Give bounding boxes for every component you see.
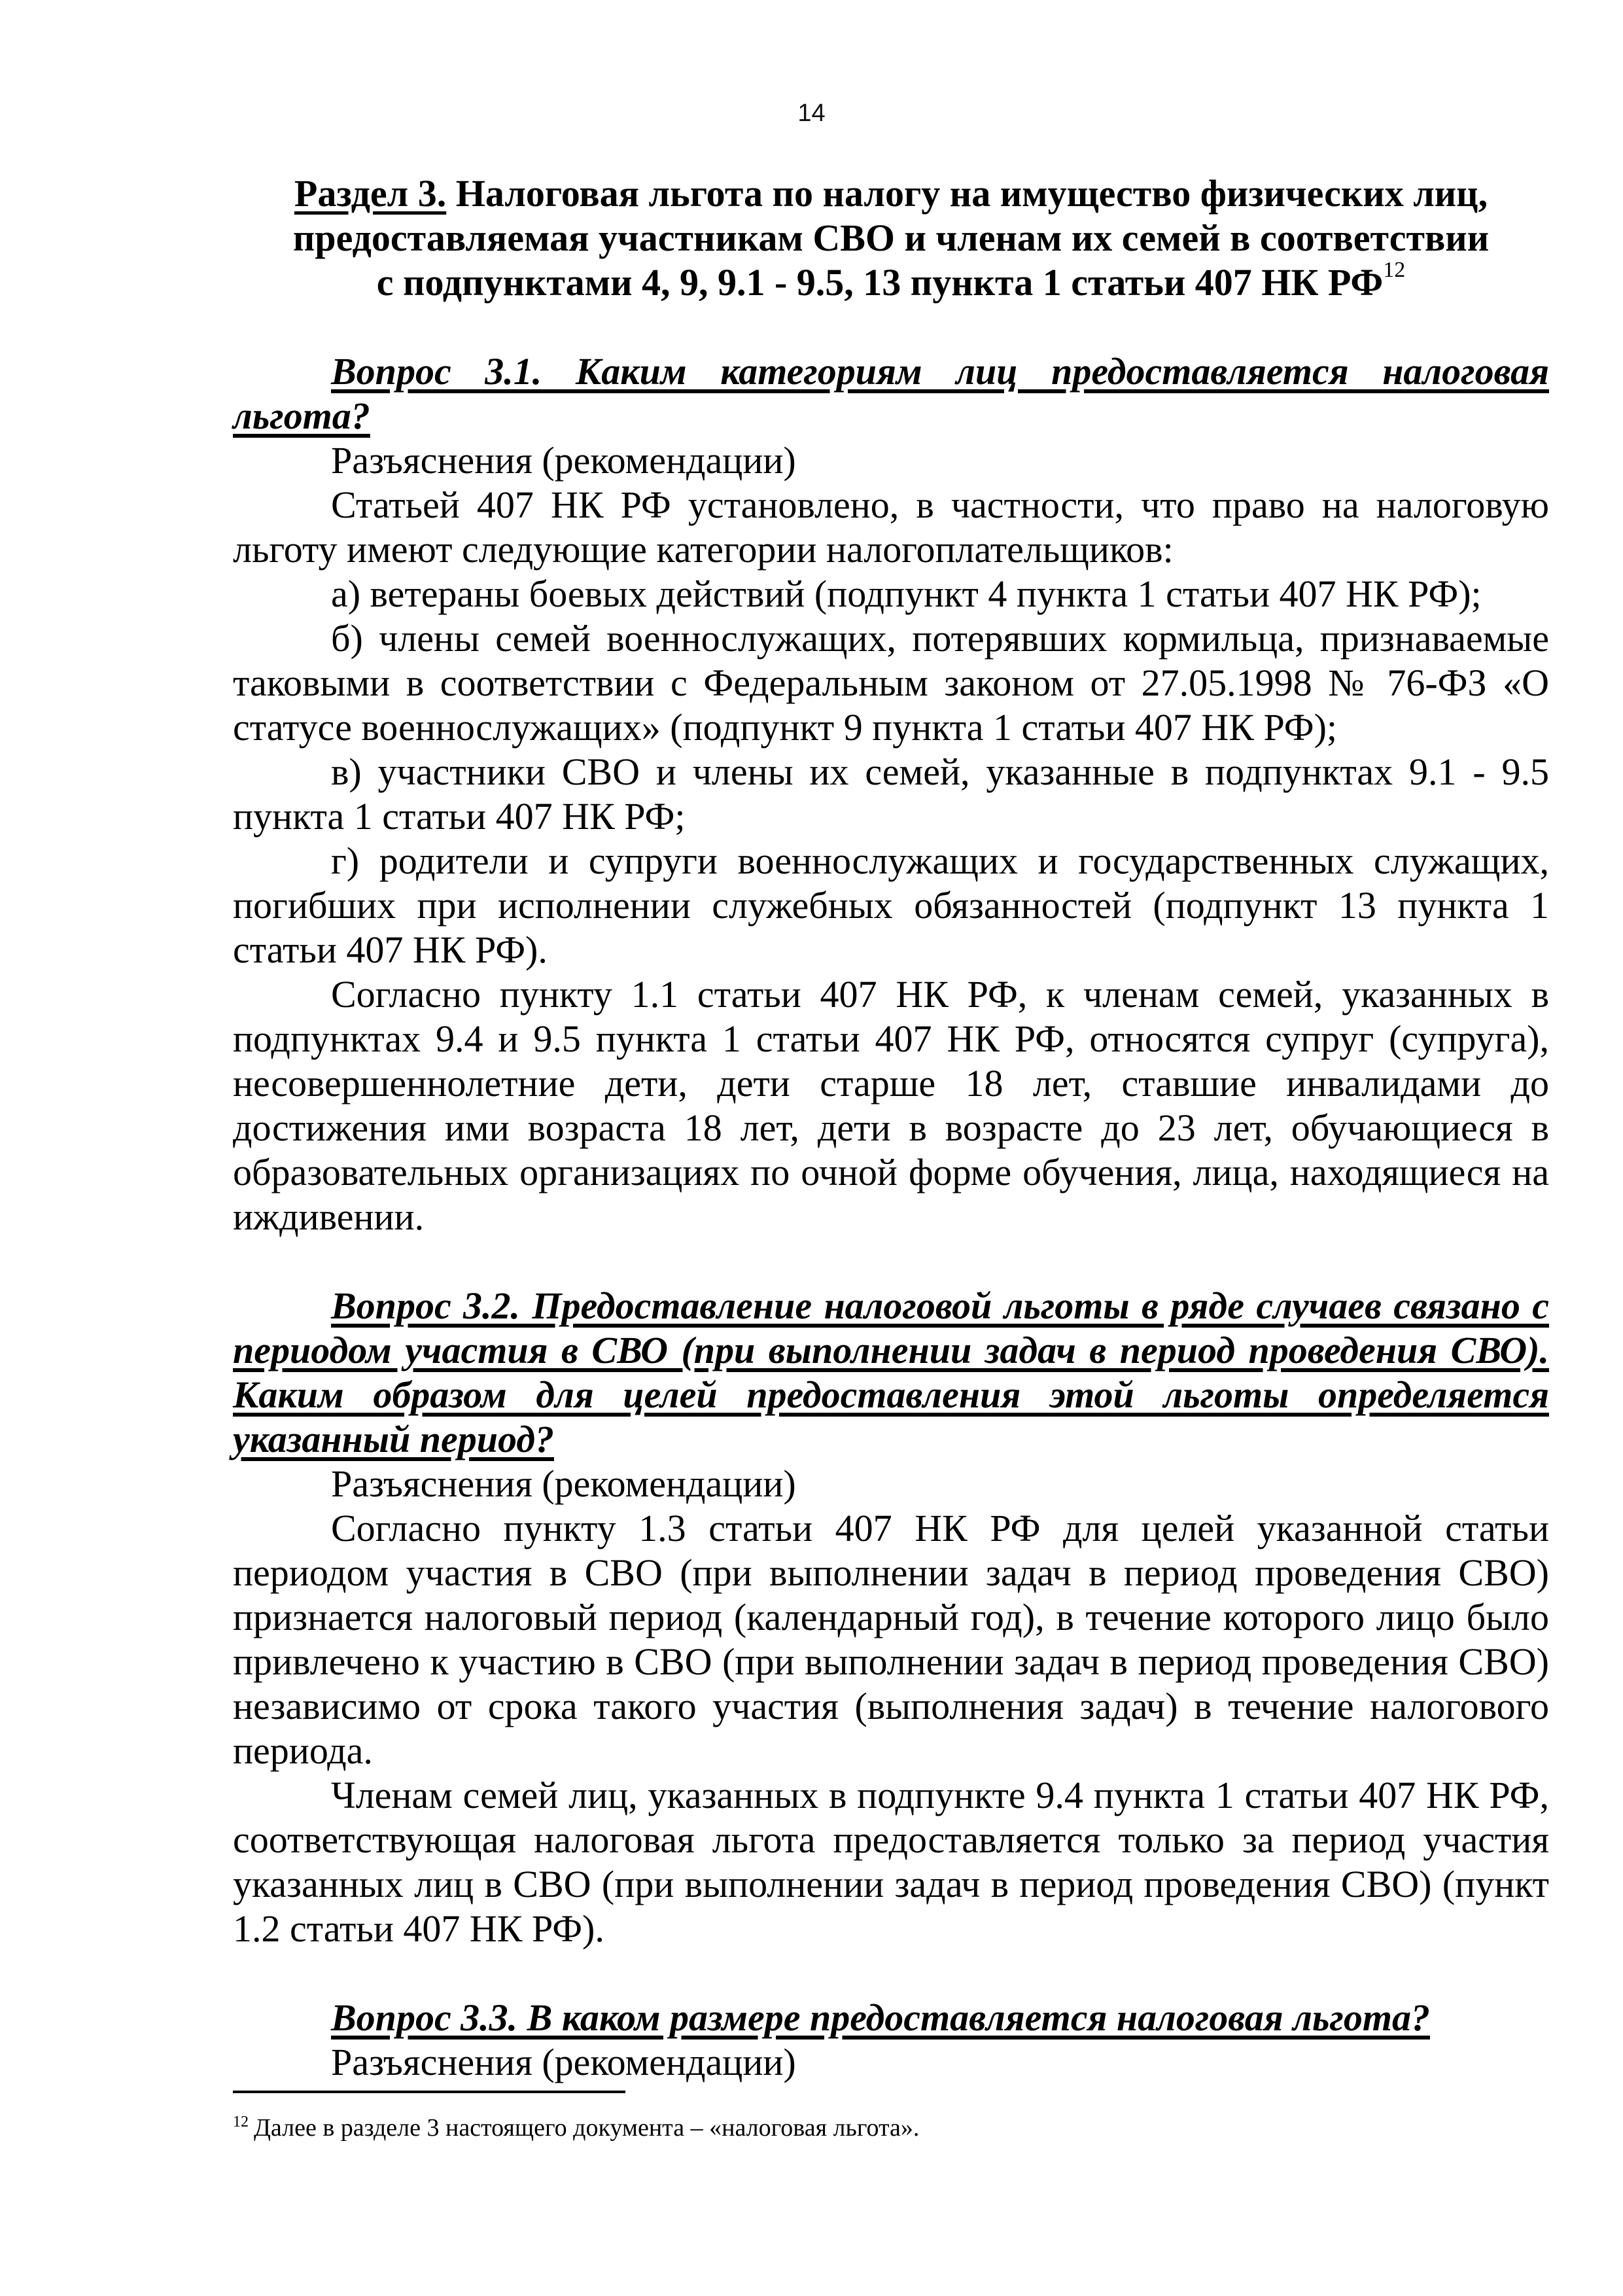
list-item-v: в) участники СВО и члены их семей, указанные в подпунктах 9.1 - 9.5 пункта 1 статьи 407 НК РФ;	[233, 751, 1549, 838]
footnote-divider	[233, 2091, 625, 2093]
section-title	[233, 171, 1549, 305]
question-3-3-title: Вопрос 3.3. В каком размере предоставляется налоговая льгота?	[331, 1996, 1430, 2039]
paragraph: Согласно пункту 1.1 статьи 407 НК РФ, к членам семей, указанных в подпунктах 9.4 и 9.5 пункта 1 статьи 407 НК РФ, относятся супруг (супруга), несовершеннолетние дети, дети старше 18 лет, ставшие инвалидами до достижения ими возраста 18 лет, дети в возрасте до 23 лет, обучающиеся в образовательных организациях по очной форме обучения, лица, находящиеся на иждивении.	[233, 973, 1549, 1238]
page-content	[233, 171, 1549, 2085]
footnote-number: 12	[233, 2113, 249, 2130]
footnote-reference[interactable]: 12	[1383, 258, 1406, 282]
question-3-3-subheading: Разъяснения (рекомендации)	[331, 2041, 796, 2083]
footnote	[233, 2112, 919, 2144]
footnote-text: Далее в разделе 3 настоящего документа – «налоговая льгота».	[254, 2114, 920, 2142]
page-number: 14	[797, 99, 826, 127]
list-item-a: а) ветераны боевых действий (подпункт 4 пункта 1 статьи 407 НК РФ);	[331, 573, 1482, 615]
question-3-2-title: Вопрос 3.2. Предоставление налоговой льготы в ряде случаев связано с периодом участия в СВО (при выполнении задач в период проведения СВО). Каким образом для целей предоставления этой льготы определяется указанный период?	[233, 1284, 1549, 1460]
question-3-2-subheading: Разъяснения (рекомендации)	[331, 1462, 796, 1505]
section-label: Раздел 3.	[294, 172, 447, 215]
spacer	[233, 305, 1549, 349]
section-title-text: Налоговая льгота по налогу на имущество физических лиц, предоставляемая участникам СВО и членам их семей в соответствии	[292, 172, 1490, 259]
spacer	[233, 1951, 1549, 1996]
paragraph: Членам семей лиц, указанных в подпункте 9.4 пункта 1 статьи 407 НК РФ, соответствующая налоговая льгота предоставляется только за период участия указанных лиц в СВО (при выполнении задач в период проведения СВО) (пункт 1.2 статьи 407 НК РФ).	[233, 1774, 1549, 1950]
paragraph: Согласно пункту 1.3 статьи 407 НК РФ для целей указанной статьи периодом участия в СВО (при выполнении задач в период проведения СВО) признается налоговый период (календарный год), в течение которого лицо было привлечено к участию в СВО (при выполнении задач в период проведения СВО) независимо от срока такого участия (выполнения задач) в течение налогового периода.	[233, 1507, 1549, 1772]
list-item-b: б) члены семей военнослужащих, потерявших кормильца, признаваемые таковыми в соответствии с Федеральным законом от 27.05.1998 № 76-ФЗ «О статусе военнослужащих» (подпункт 9 пункта 1 статьи 407 НК РФ);	[233, 617, 1549, 749]
question-3-1-title: Вопрос 3.1. Каким категориям лиц предоставляется налоговая льгота?	[233, 350, 1549, 437]
list-item-g: г) родители и супруги военнослужащих и государственных служащих, погибших при исполнении служебных обязанностей (подпункт 13 пункта 1 статьи 407 НК РФ).	[233, 839, 1549, 971]
section-title-line3: с подпунктами 4, 9, 9.1 - 9.5, 13 пункта 1 статьи 407 НК РФ	[376, 261, 1384, 304]
question-3-1-subheading: Разъяснения (рекомендации)	[331, 439, 796, 482]
paragraph: Статьей 407 НК РФ установлено, в частности, что право на налоговую льготу имеют следующие категории налогоплательщиков:	[233, 484, 1549, 571]
spacer	[233, 1239, 1549, 1284]
